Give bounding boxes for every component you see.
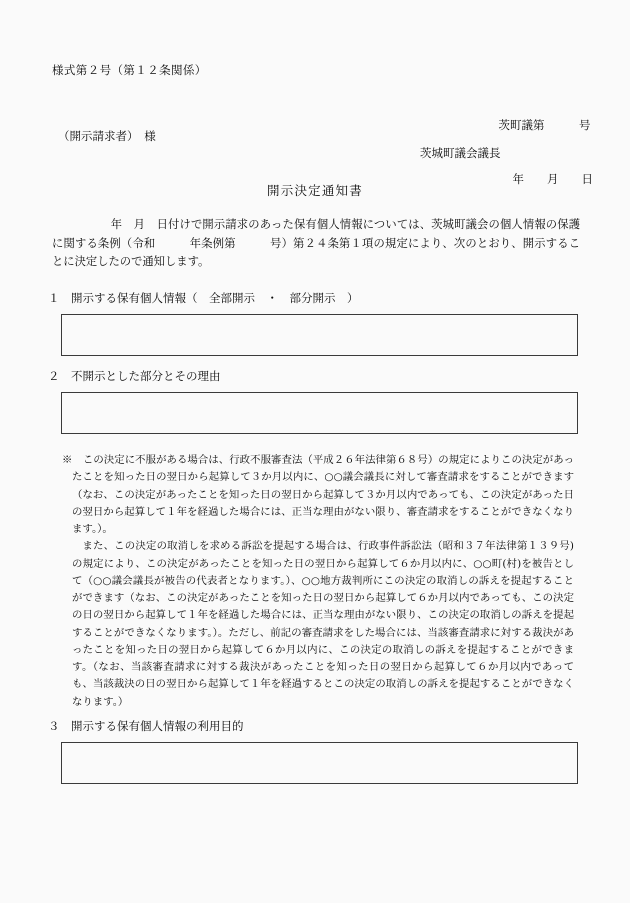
section-1-answer-box[interactable]: [61, 314, 578, 356]
document-number-block: [499, 80, 594, 224]
document-number: 茨町議第 号: [498, 118, 591, 132]
section-2-heading: ２ 不開示とした部分とその理由: [48, 369, 221, 383]
section-2-answer-box[interactable]: [61, 392, 578, 434]
section-1-heading: １ 開示する保有個人情報（ 全部開示 ・ 部分開示 ）: [48, 291, 359, 305]
page-title: 開示決定通知書: [267, 183, 363, 198]
issuer-name: 茨城町議会議長: [420, 146, 501, 160]
section-3-answer-box[interactable]: [61, 742, 578, 784]
legal-notice-paragraph-2: また、この決定の取消しを求める訴訟を提起する場合は、行政事件訴訟法（昭和３７年法律第１３９号)の規定により、この決定があったことを知った日の翌日から起算して６か月以内に、○○町(村)を被告として（○○議会議長が被告の代表者となります。）、○○地方裁判所にこの決定の取消しの訴えを提起することができます（なお、この決定があったことを知った日の翌日から起算して６か月以内であっても、この決定の日の翌日から起算して１年を経過した場合には、正当な理由がない限り、この決定の取消しの訴えを提起することができなくなります。）。ただし、前記の審査請求をした場合には、当該審査請求に対する裁決があったことを知った日の翌日から起算して６か月以内に、この決定の取消しの訴えを提起することができます。（なお、当該審査請求に対する裁決があったことを知った日の翌日から起算して６か月以内であっても、当該裁決の日の翌日から起算して１年を経過するとこの決定の取消しの訴えを提起することができなくなります。）: [72, 540, 574, 708]
section-3-heading: ３ 開示する保有個人情報の利用目的: [48, 719, 244, 733]
lead-paragraph: 年 月 日付けで開示請求のあった保有個人情報については、茨城町議会の個人情報の保護に関する条例（令和 年条例第 号）第２４条第１項の規定により、次のとおり、開示することに決定したので通知します。: [52, 218, 580, 268]
addressee-line: （開示請求者） 様: [58, 129, 156, 143]
form-number-label: 様式第２号（第１２条関係）: [52, 63, 207, 77]
legal-notice-paragraph-1: ※ この決定に不服がある場合は、行政不服審査法（平成２６年法律第６８号）の規定によりこの決定があったことを知った日の翌日から起算して３か月以内に、○○議会議長に対して審査請求をすることができます（なお、この決定があったことを知った日の翌日から起算して３か月以内であっても、この決定があった日の翌日から起算して１年を経過した場合には、正当な理由がない限り、審査請求をすることができなくなります。）。: [62, 454, 574, 535]
legal-notice-block: [62, 452, 574, 711]
document-date: 年 月 日: [512, 172, 593, 186]
